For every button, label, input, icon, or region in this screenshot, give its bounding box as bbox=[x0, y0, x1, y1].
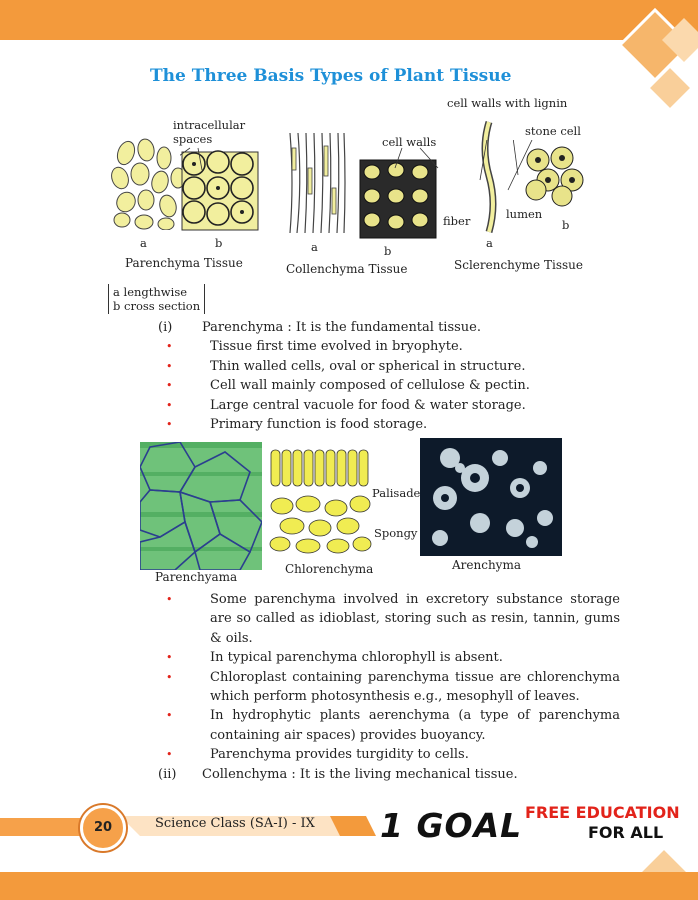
label-stone-cell: stone cell bbox=[525, 124, 581, 138]
tagline-for-all: FOR ALL bbox=[588, 823, 664, 842]
brand-logo-text: 1 GOAL bbox=[380, 806, 523, 845]
list-item bbox=[158, 318, 620, 337]
parenchyma-more-points-list bbox=[158, 590, 620, 784]
caption-chlorenchyma: Chlorenchyma bbox=[285, 562, 374, 576]
list-item-text: In hydrophytic plants aerenchyma (a type of parenchyma containing air spaces) provides buoyancy. bbox=[210, 708, 620, 743]
page-title: The Three Basis Types of Plant Tissue bbox=[150, 66, 512, 86]
label-palisade: Palisade bbox=[372, 486, 421, 500]
legend-box bbox=[108, 284, 205, 314]
caption-collenchyma-tissue: Collenchyma Tissue bbox=[286, 262, 408, 276]
label-fiber: fiber bbox=[443, 214, 471, 228]
label-parenchyma-b: b bbox=[215, 236, 223, 250]
bullet-icon: • bbox=[166, 379, 173, 393]
arenchyma-image bbox=[420, 438, 562, 556]
legend-a: a lengthwise bbox=[113, 285, 188, 299]
footer-band bbox=[0, 872, 698, 900]
bullet-icon: • bbox=[166, 670, 173, 684]
list-item bbox=[158, 765, 620, 784]
parenchyama-image bbox=[140, 442, 262, 570]
bullet-icon: • bbox=[166, 418, 173, 432]
list-item bbox=[158, 706, 620, 745]
label-sclerenchyma-a: a bbox=[486, 236, 493, 250]
label-spongy: Spongy bbox=[374, 526, 418, 540]
caption-parenchyma-tissue: Parenchyma Tissue bbox=[125, 256, 243, 270]
legend-b: b cross section bbox=[113, 299, 201, 313]
bullet-icon: • bbox=[166, 709, 173, 723]
list-item-text: Primary function is food storage. bbox=[210, 417, 428, 433]
list-item-text: Chloroplast containing parenchyma tissue are chlorenchyma which perform photosynthesis e.g., mesophyll of leaves. bbox=[210, 669, 620, 705]
list-marker: (i) bbox=[158, 320, 173, 335]
chlorenchyma-image bbox=[268, 446, 372, 556]
book-title: Science Class (SA-I) - IX bbox=[155, 816, 315, 831]
bullet-icon: • bbox=[166, 651, 173, 665]
list-item bbox=[158, 376, 620, 395]
label-sclerenchyma-b: b bbox=[562, 218, 570, 232]
list-item bbox=[158, 648, 620, 667]
list-item bbox=[158, 415, 620, 434]
header-band-edge bbox=[0, 40, 640, 48]
list-item-text: Collenchyma : It is the living mechanical tissue. bbox=[202, 766, 518, 782]
list-item-text: Parenchyma : It is the fundamental tissue. bbox=[202, 320, 481, 335]
list-item bbox=[158, 357, 620, 376]
parenchyma-points-list bbox=[158, 318, 620, 434]
list-item-text: In typical parenchyma chlorophyll is absent. bbox=[210, 650, 503, 666]
bullet-icon: • bbox=[166, 359, 173, 373]
list-item-text: Large central vacuole for food & water storage. bbox=[210, 397, 526, 413]
list-item-text: Parenchyma provides turgidity to cells. bbox=[210, 747, 469, 763]
list-item bbox=[158, 745, 620, 764]
page-number-badge: 20 bbox=[80, 805, 126, 851]
header-diamond-decoration bbox=[590, 0, 698, 110]
parenchyma-a-diagram bbox=[108, 138, 188, 230]
caption-sclerenchyme-tissue: Sclerenchyme Tissue bbox=[454, 258, 583, 272]
label-lumen: lumen bbox=[506, 207, 543, 221]
list-marker: (ii) bbox=[158, 766, 177, 782]
bullet-icon: • bbox=[166, 398, 173, 412]
list-item bbox=[158, 337, 620, 356]
label-parenchyma-a: a bbox=[140, 236, 147, 250]
list-item bbox=[158, 668, 620, 707]
bullet-icon: • bbox=[166, 340, 173, 354]
label-spaces: spaces bbox=[173, 132, 213, 146]
list-item bbox=[158, 590, 620, 648]
caption-arenchyma: Arenchyma bbox=[452, 558, 521, 572]
list-item bbox=[158, 396, 620, 415]
bullet-icon: • bbox=[166, 593, 173, 606]
label-intracellular: intracellular bbox=[173, 118, 246, 132]
label-cell-walls-with-lignin: cell walls with lignin bbox=[447, 96, 568, 110]
caption-parenchyama: Parenchyama bbox=[155, 570, 238, 584]
label-collenchyma-a: a bbox=[311, 240, 318, 254]
list-item-text: Tissue first time evolved in bryophyte. bbox=[210, 339, 463, 355]
list-item-text: Some parenchyma involved in excretory substance storage are so called as idioblast, storing such as resin, tannin, gums & oils. bbox=[210, 592, 620, 646]
label-collenchyma-b: b bbox=[384, 244, 392, 258]
bullet-icon: • bbox=[166, 748, 173, 762]
label-cell-walls: cell walls bbox=[382, 135, 437, 149]
list-item-text: Cell wall mainly composed of cellulose & pectin. bbox=[210, 378, 530, 394]
tagline-free-education: FREE EDUCATION bbox=[525, 803, 680, 822]
list-item-text: Thin walled cells, oval or spherical in structure. bbox=[210, 358, 526, 374]
